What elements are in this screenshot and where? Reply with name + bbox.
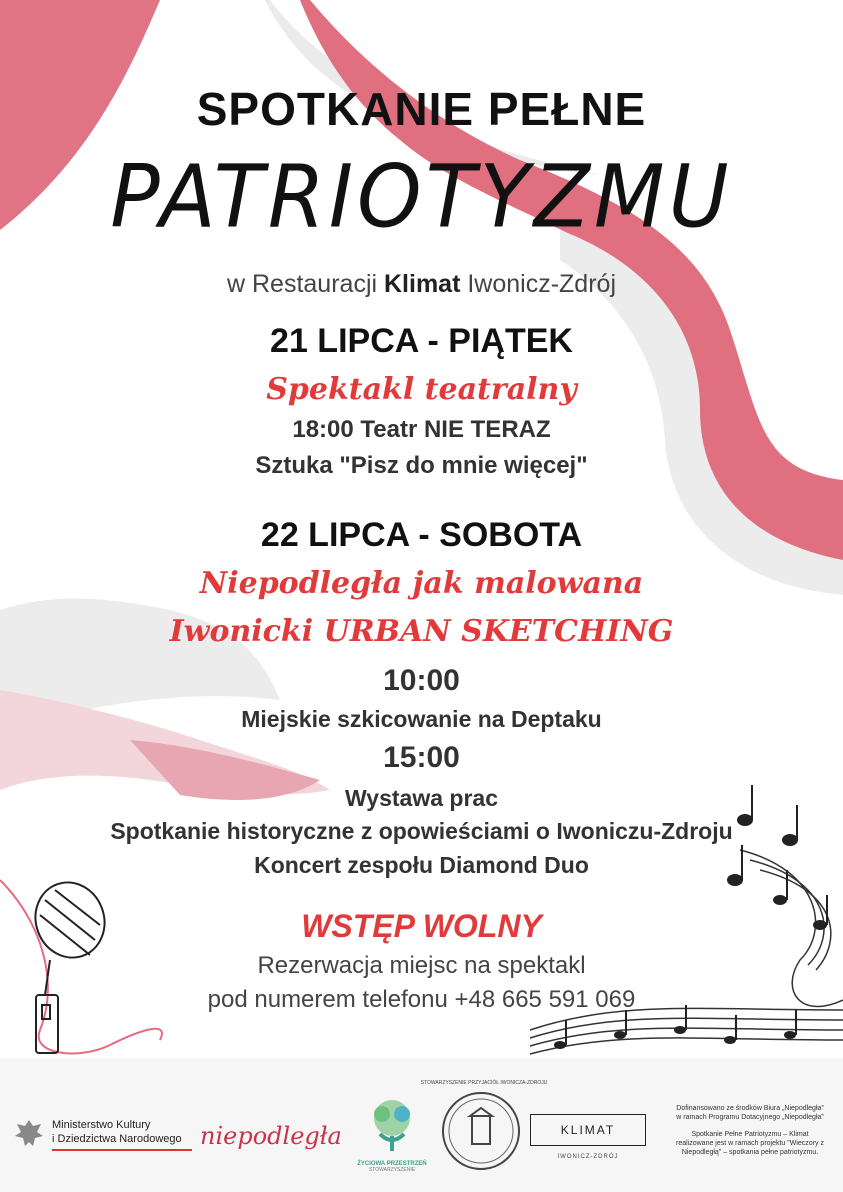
sponsor-footer xyxy=(0,1058,843,1192)
niepodlegla-logo: niepodległa xyxy=(200,1122,342,1150)
klimat-logo: KLIMAT xyxy=(530,1114,646,1146)
tree-logo-icon xyxy=(362,1096,422,1156)
day2-activity2: Wystawa prac xyxy=(345,785,498,811)
funding-note1: Dofinansowano ze środków Biura „Niepodległa” w ramach Programu Dotacyjnego „Niepodległa” xyxy=(676,1105,824,1121)
day2-event-title2: Iwonicki URBAN SKETCHING xyxy=(169,614,674,649)
zyciowa-przestrzen-logo xyxy=(352,1096,432,1173)
stowarzyszenie-ring-text: STOWARZYSZENIE PRZYJACIÓŁ IWONICZA-ZDROJU xyxy=(420,1080,548,1086)
free-entry: WSTĘP WOLNY xyxy=(301,908,542,944)
ministry-logo xyxy=(12,1116,182,1155)
stowarzyszenie-seal xyxy=(420,1080,548,1170)
day2-event-title1: Niepodległa jak malowana xyxy=(199,566,644,601)
reservation-line2: pod numerem telefonu +48 665 591 069 xyxy=(207,986,636,1013)
day2-time2: 15:00 xyxy=(383,741,460,774)
funding-note2: Spotkanie Pełne Patriotyzmu – Klimat realizowane jest w ramach projektu "Wieczory z Niepodległą" – spotkania pełne patriotyzmu. xyxy=(676,1131,824,1156)
title-line2: PATRIOTYZMU xyxy=(110,147,733,248)
zyciowa-line2: STOWARZYSZENIE xyxy=(368,1167,416,1173)
day1-line1: 18:00 Teatr NIE TERAZ xyxy=(292,416,551,443)
ministry-line2: i Dziedzictwa Narodowego xyxy=(52,1133,182,1145)
reservation-line1: Rezerwacja miejsc na spektakl xyxy=(257,952,586,979)
klimat-sub: IWONICZ-ZDRÓJ xyxy=(557,1154,619,1160)
ministry-line1: Ministerstwo Kultury xyxy=(52,1119,151,1131)
day2-time1: 10:00 xyxy=(383,664,460,697)
zyciowa-line1: ŻYCIOWA PRZESTRZEŃ xyxy=(357,1161,427,1167)
day1-event-title: Spektakl teatralny xyxy=(266,372,577,407)
venue-line xyxy=(0,270,843,299)
venue-prefix: w Restauracji xyxy=(227,270,384,298)
day2-activity4: Koncert zespołu Diamond Duo xyxy=(254,852,589,878)
day2-date: 22 LIPCA - SOBOTA xyxy=(260,516,583,554)
venue-suffix: Iwonicz-Zdrój xyxy=(460,270,616,298)
day1-line2: Sztuka "Pisz do mnie więcej" xyxy=(255,452,588,479)
day1-date: 21 LIPCA - PIĄTEK xyxy=(270,322,573,360)
building-icon xyxy=(444,1094,518,1168)
venue-name: Klimat xyxy=(384,270,461,298)
funding-notes xyxy=(676,1104,824,1157)
title-line1: SPOTKANIE PEŁNE xyxy=(196,83,647,135)
eagle-emblem-icon xyxy=(12,1116,46,1150)
day2-activity3: Spotkanie historyczne z opowieściami o Iwoniczu-Zdroju xyxy=(110,818,733,844)
day2-activity1: Miejskie szkicowanie na Deptaku xyxy=(241,706,602,732)
